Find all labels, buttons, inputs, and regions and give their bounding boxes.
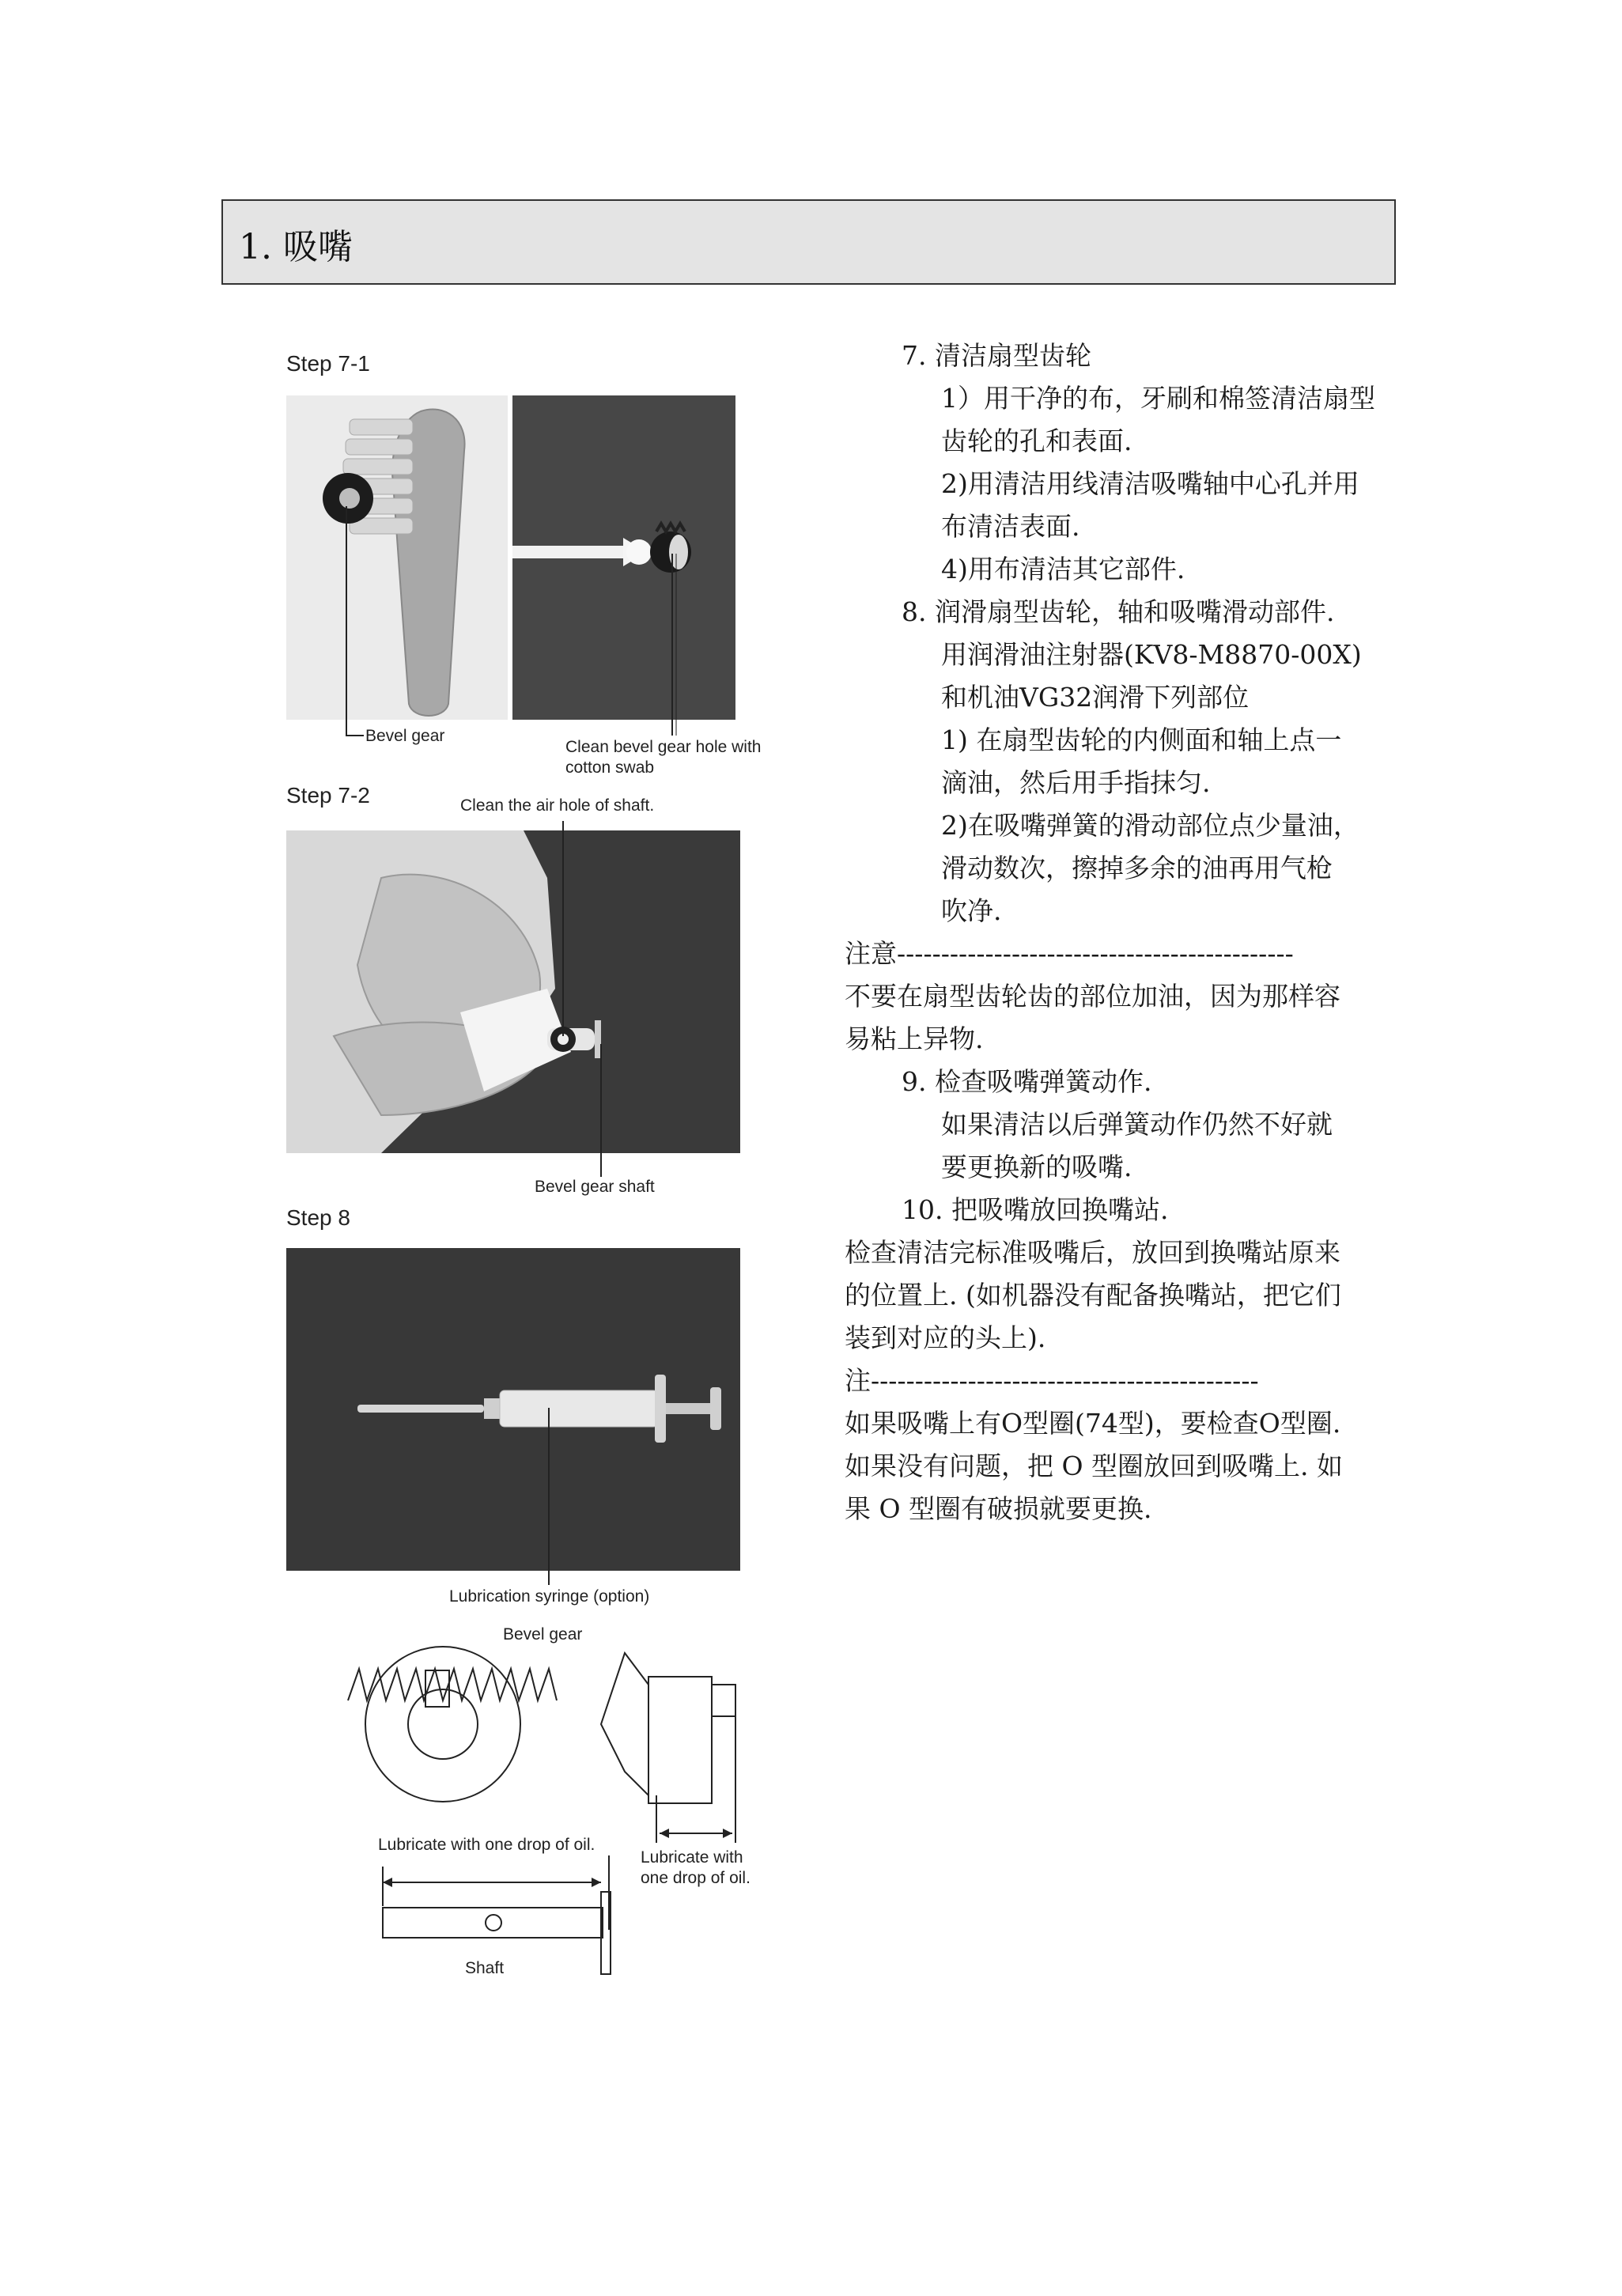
note-1-heading: 注意--------------------------------------------- <box>845 938 1294 969</box>
step-8-label: Step 8 <box>286 1205 350 1230</box>
step-7-item-1b: 齿轮的孔和表面. <box>941 426 1132 456</box>
step-7-item-2a: 2)用清洁用线清洁吸嘴轴中心孔并用 <box>941 468 1359 499</box>
note-2-heading: 注-------------------------------------------- <box>845 1365 1259 1396</box>
callout-clean-hole: Clean bevel gear hole with cotton swab <box>565 738 762 777</box>
step-7-2-label: Step 7-2 <box>286 783 370 808</box>
note-2-line-b: 如果没有问题，把 O 型圈放回到吸嘴上. 如 <box>845 1451 1344 1481</box>
diagram-label-shaft: Shaft <box>465 1959 505 1977</box>
note-2-line-c: 果 O 型圈有破损就要更换. <box>845 1493 1152 1524</box>
step-10-line-c: 装到对应的头上). <box>845 1322 1046 1353</box>
note-2-line-a: 如果吸嘴上有O型圈(74型)，要检查O型圈. <box>845 1408 1341 1439</box>
diagram-label-lubricate-shaft: Lubricate with one drop of oil. <box>378 1836 595 1854</box>
step-8-line-1: 用润滑油注射器(KV8-M8870-00X) <box>941 639 1362 670</box>
step-8-item-1a: 1) 在扇型齿轮的内侧面和轴上点一 <box>941 724 1342 755</box>
step-8-item-1b: 滴油，然后用手指抹匀. <box>941 767 1211 798</box>
step-9-title: 9. 检查吸嘴弹簧动作. <box>902 1066 1152 1097</box>
step-7-item-2b: 布清洁表面. <box>941 511 1080 542</box>
diagram-label-lubricate-gear: Lubricate with one drop of oil. <box>641 1848 751 1887</box>
step-7-title: 7. 清洁扇型齿轮 <box>902 340 1091 371</box>
note-1-line-b: 易粘上异物. <box>845 1023 984 1054</box>
step-7-1-label: Step 7-1 <box>286 351 370 376</box>
note-1-line-a: 不要在扇型齿轮齿的部位加油，因为那样容 <box>845 981 1340 1012</box>
step-10-line-b: 的位置上. (如机器没有配备换嘴站，把它们 <box>845 1280 1341 1311</box>
step-8-line-2: 和机油VG32润滑下列部位 <box>941 682 1250 713</box>
step-7-item-1a: 1）用干净的布，牙刷和棉签清洁扇型 <box>941 383 1375 414</box>
callout-bevel-gear-shaft: Bevel gear shaft <box>535 1178 655 1196</box>
callout-lubrication-syringe: Lubrication syringe (option) <box>449 1587 650 1606</box>
step-9-line-a: 如果清洁以后弹簧动作仍然不好就 <box>941 1109 1333 1140</box>
diagram-label-bevel-gear: Bevel gear <box>503 1625 583 1644</box>
step-10-title: 10. 把吸嘴放回换嘴站. <box>902 1194 1169 1225</box>
step-10-line-a: 检查清洁完标准吸嘴后，放回到换嘴站原来 <box>845 1237 1340 1268</box>
callout-air-hole: Clean the air hole of shaft. <box>460 796 655 815</box>
step-7-item-3: 4)用布清洁其它部件. <box>941 554 1185 584</box>
section-heading: 1. 吸嘴 <box>239 227 353 267</box>
step-8-item-2b: 滑动数次，擦掉多余的油再用气枪 <box>941 853 1333 883</box>
step-9-line-b: 要更换新的吸嘴. <box>941 1152 1132 1182</box>
step-8-title: 8. 润滑扇型齿轮，轴和吸嘴滑动部件. <box>902 596 1335 627</box>
step-8-item-2c: 吹净. <box>941 895 1002 926</box>
step-8-item-2a: 2)在吸嘴弹簧的滑动部位点少量油， <box>941 810 1359 841</box>
callout-bevel-gear: Bevel gear <box>365 727 445 745</box>
